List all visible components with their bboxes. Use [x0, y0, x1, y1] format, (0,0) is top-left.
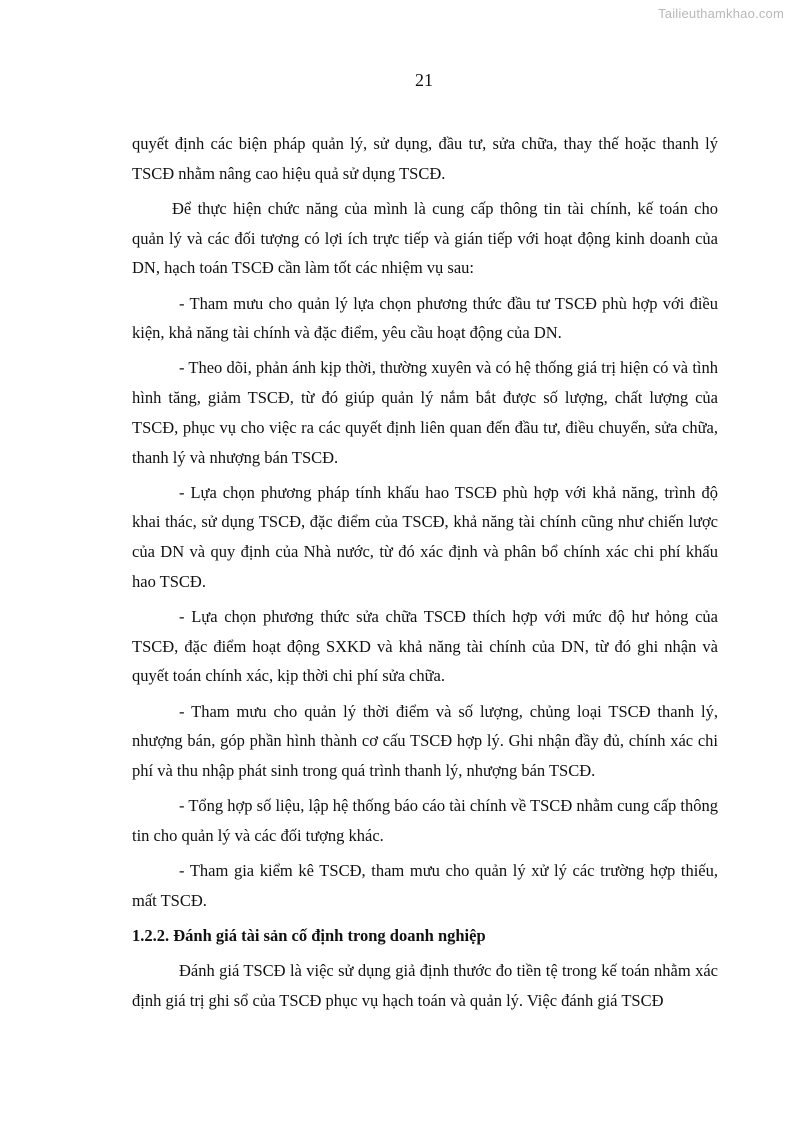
list-item: - Theo dõi, phản ánh kịp thời, thường xuyên và có hệ thống giá trị hiện có và tình hình tăng, giảm TSCĐ, từ đó giúp quản lý nắm bắt được số lượng, chất lượng của TSCĐ, phục vụ cho việc ra các quyết định liên quan đến đầu tư, điều chuyển, sửa chữa, thanh lý và nhượng bán TSCĐ. [132, 358, 718, 467]
list-item: - Lựa chọn phương pháp tính khấu hao TSCĐ phù hợp với khả năng, trình độ khai thác, sử dụng TSCĐ, đặc điểm của TSCĐ, khả năng tài chính cũng như chiến lược của DN và quy định của Nhà nước, từ đó xác định và phân bổ chính xác chi phí khấu hao TSCĐ. [132, 482, 718, 591]
list-item: - Tham gia kiểm kê TSCĐ, tham mưu cho quản lý xử lý các trường hợp thiếu, mất TSCĐ. [132, 861, 718, 910]
page-number: 21 [415, 70, 433, 90]
section-heading: 1.2.2. Đánh giá tài sản cố định trong doanh nghiệp [132, 926, 486, 946]
section-paragraph: Đánh giá TSCĐ là việc sử dụng giả định thước đo tiền tệ trong kế toán nhằm xác định giá trị ghi sổ của TSCĐ phục vụ hạch toán và quản lý. Việc đánh giá TSCĐ [132, 961, 718, 1010]
list-item: - Lựa chọn phương thức sửa chữa TSCĐ thích hợp với mức độ hư hỏng của TSCĐ, đặc điểm hoạt động SXKD và khả năng tài chính của DN, từ đó ghi nhận và quyết toán chính xác, kịp thời chi phí sửa chữa. [132, 607, 718, 686]
list-item: - Tham mưu cho quản lý lựa chọn phương thức đầu tư TSCĐ phù hợp với điều kiện, khả năng tài chính và đặc điểm, yêu cầu hoạt động của DN. [132, 293, 718, 343]
list-item: - Tham mưu cho quản lý thời điểm và số lượng, chủng loại TSCĐ thanh lý, nhượng bán, góp phần hình thành cơ cấu TSCĐ hợp lý. Ghi nhận đầy đủ, chính xác chi phí và thu nhập phát sinh trong quá trình thanh lý, nhượng bán TSCĐ. [132, 701, 718, 781]
list-item: - Tổng hợp số liệu, lập hệ thống báo cáo tài chính về TSCĐ nhằm cung cấp thông tin cho quản lý và các đối tượng khác. [132, 796, 718, 845]
document-body [132, 129, 718, 1021]
paragraph-intro: Để thực hiện chức năng của mình là cung cấp thông tin tài chính, kế toán cho quản lý và các đối tượng có lợi ích trực tiếp và gián tiếp với hoạt động kinh doanh của DN, hạch toán TSCĐ cần làm tốt các nhiệm vụ sau: [132, 198, 718, 278]
paragraph-continuation: quyết định các biện pháp quản lý, sử dụng, đầu tư, sửa chữa, thay thế hoặc thanh lý TSCĐ nhằm nâng cao hiệu quả sử dụng TSCĐ. [132, 134, 718, 183]
watermark-text: Tailieuthamkhao.com [658, 6, 784, 21]
